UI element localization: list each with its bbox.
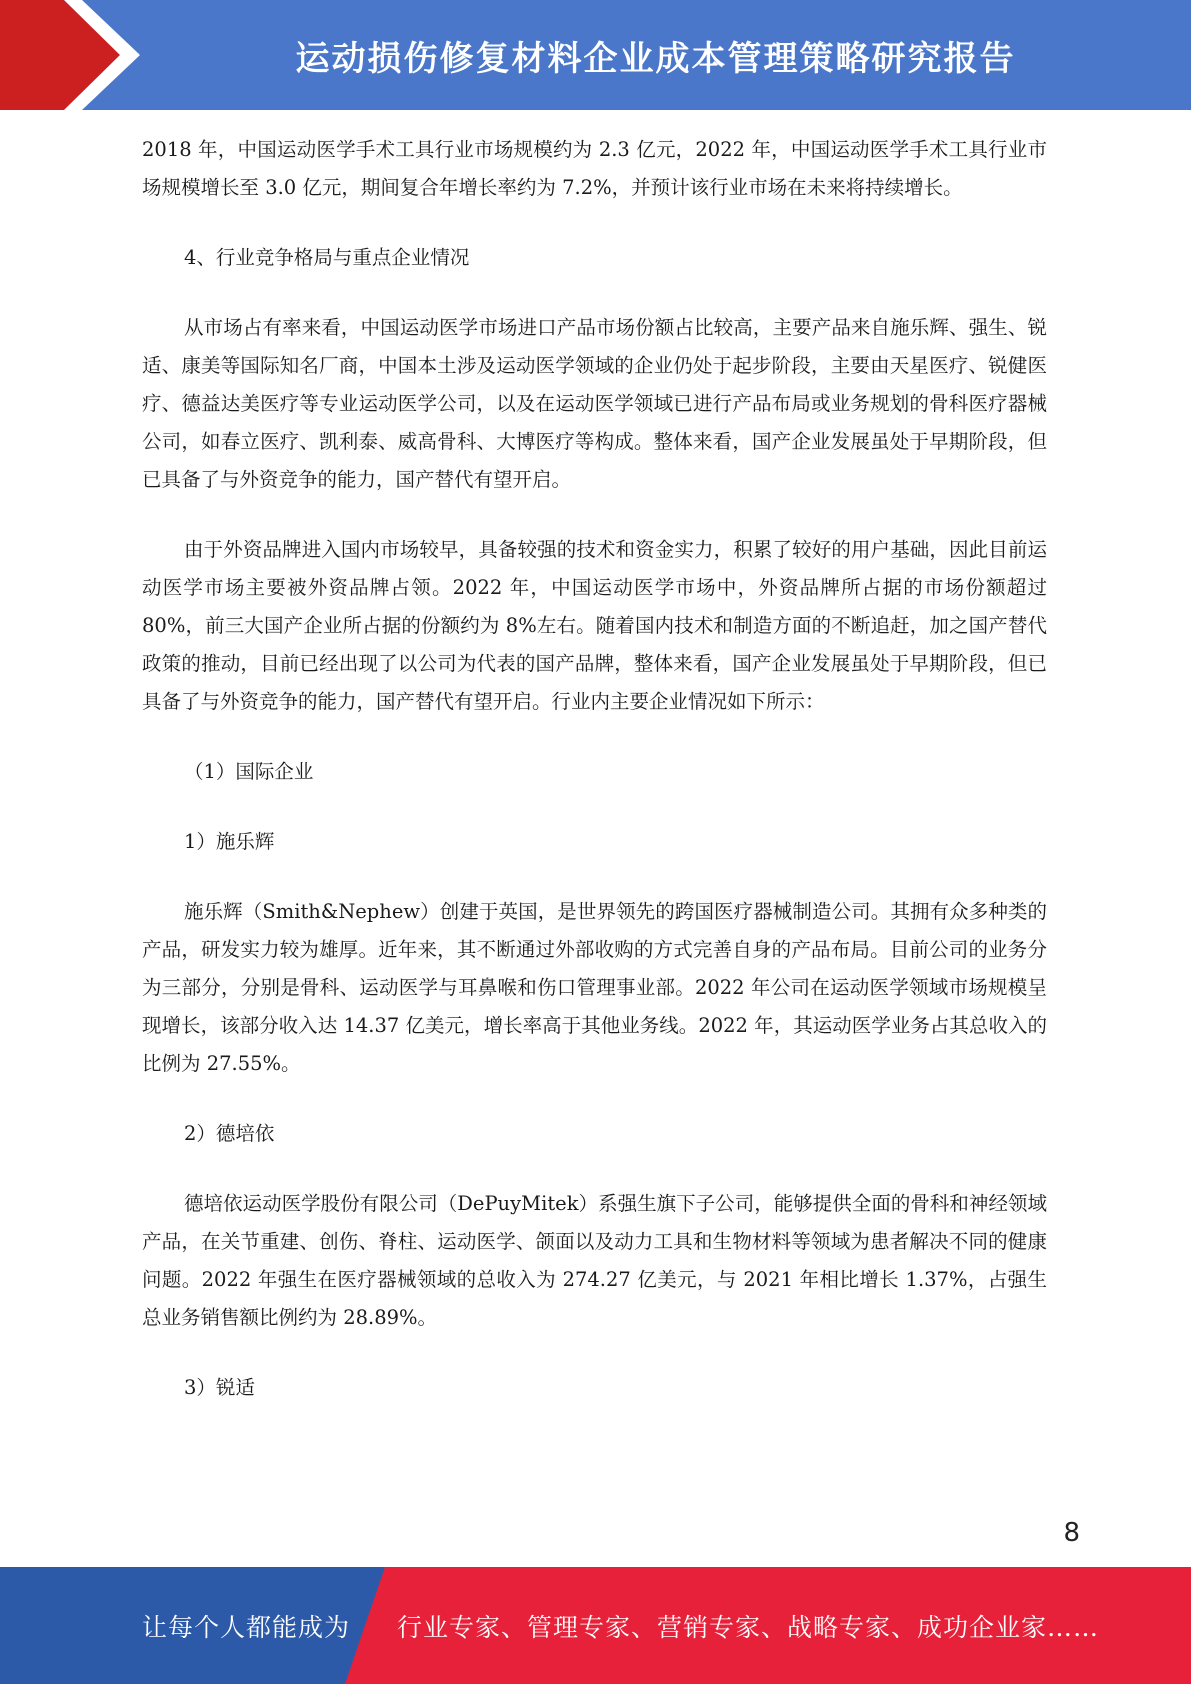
paragraph-depuy: 德培依运动医学股份有限公司（DePuyMitek）系强生旗下子公司，能够提供全面的骨科和神经领域产品，在关节重建、创伤、脊柱、运动医学、颌面以及动力工具和生物材料等领域为患者解决不同的健康问题。2022 年强生在医疗器械领域的总收入为 274.27 亿美元，与 2021 年相比增长 1.37%，占强生总业务销售额比例约为 28.89%。: [142, 1192, 1047, 1329]
paragraph-smith-nephew: 施乐辉（Smith&Nephew）创建于英国，是世界领先的跨国医疗器械制造公司。其拥有众多种类的产品，研发实力较为雄厚。近年来，其不断通过外部收购的方式完善自身的产品布局。目前公司的业务分为三部分，分别是骨科、运动医学与耳鼻喉和伤口管理事业部。2022 年公司在运动医学领域市场规模呈现增长，该部分收入达 14.37 亿美元，增长率高于其他业务线。2022 年，其运动医学业务占其总收入的比例为 27.55%。: [142, 900, 1047, 1075]
subheading-smith-nephew: 1）施乐辉: [184, 830, 275, 853]
subheading-depuy: 2）德培依: [184, 1122, 275, 1145]
chevron-decoration-icon: [0, 0, 150, 110]
paragraph-foreign-brands: 由于外资品牌进入国内市场较早，具备较强的技术和资金实力，积累了较好的用户基础，因此目前运动医学市场主要被外资品牌占领。2022 年，中国运动医学市场中，外资品牌所占据的市场份额超过 80%，前三大国产企业所占据的份额约为 8%左右。随着国内技术和制造方面的不断追赶，加之国产替代政策的推动，目前已经出现了以公司为代表的国产品牌，整体来看，国产企业发展虽处于早期阶段，但已具备了与外资竞争的能力，国产替代有望开启。行业内主要企业情况如下所示：: [142, 538, 1047, 713]
section-heading-competition: 4、行业竞争格局与重点企业情况: [184, 246, 470, 269]
page-header: [0, 0, 1191, 110]
page-body: [142, 131, 1047, 1439]
paragraph-market-size: 2018 年，中国运动医学手术工具行业市场规模约为 2.3 亿元，2022 年，中国运动医学手术工具行业市场规模增长至 3.0 亿元，期间复合年增长率约为 7.2%，并预计该行业市场在未来将持续增长。: [142, 138, 1047, 199]
paragraph-market-share: 从市场占有率来看，中国运动医学市场进口产品市场份额占比较高，主要产品来自施乐辉、强生、锐适、康美等国际知名厂商，中国本土涉及运动医学领域的企业仍处于起步阶段，主要由天星医疗、锐健医疗、德益达美医疗等专业运动医学公司，以及在运动医学领域已进行产品布局或业务规划的骨科医疗器械公司，如春立医疗、凯利泰、威高骨科、大博医疗等构成。整体来看，国产企业发展虽处于早期阶段，但已具备了与外资竞争的能力，国产替代有望开启。: [142, 316, 1047, 491]
report-title: 运动损伤修复材料企业成本管理策略研究报告: [295, 38, 1016, 79]
footer-slogan-left: 让每个人都能成为: [142, 1612, 351, 1642]
subheading-arthrex: 3）锐适: [184, 1376, 255, 1399]
footer-slogan-right: 行业专家、管理专家、营销专家、战略专家、成功企业家……: [397, 1612, 1100, 1642]
subheading-international-companies: （1）国际企业: [184, 760, 314, 783]
page-number: 8: [1063, 1518, 1080, 1548]
page-footer: [0, 1567, 1191, 1684]
